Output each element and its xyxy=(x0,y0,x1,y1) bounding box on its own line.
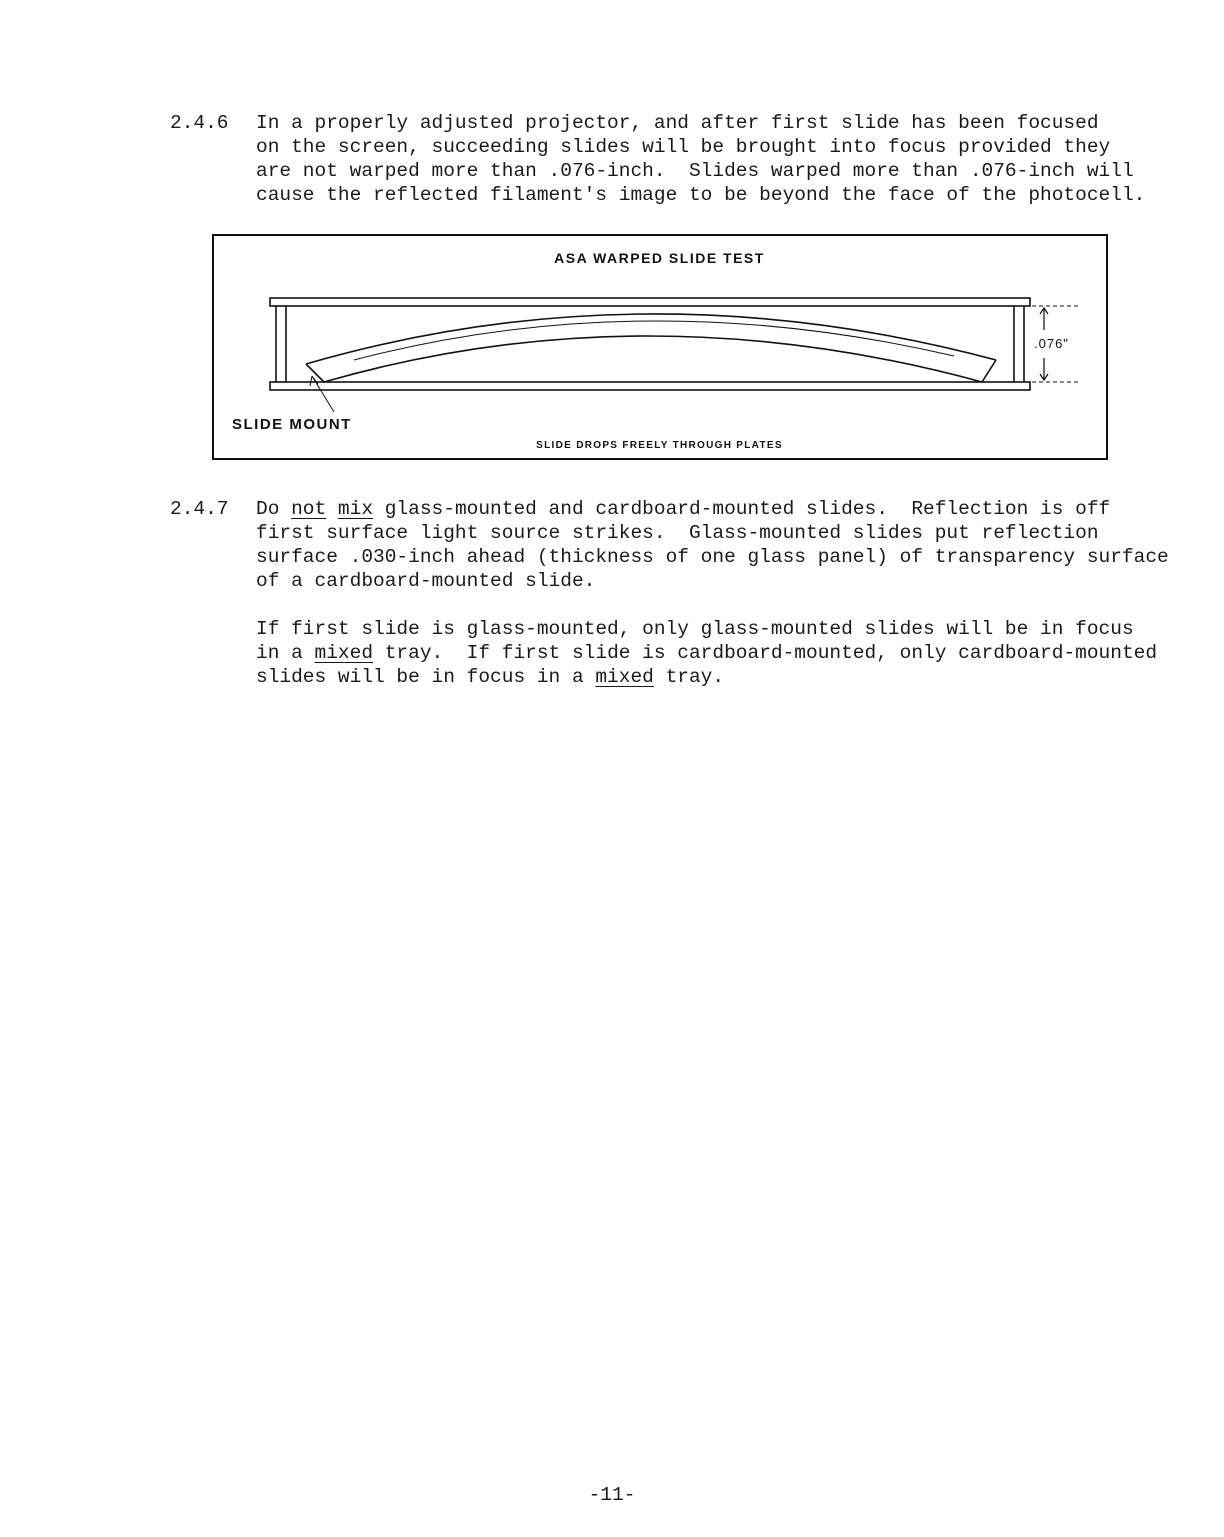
text-run: in a xyxy=(256,642,315,664)
warped-slide-test-figure xyxy=(212,234,1108,460)
section-text xyxy=(256,111,1216,207)
dimension-label: .076" xyxy=(1034,336,1069,351)
section-2-4-6 xyxy=(170,111,1210,211)
figure-title: ASA WARPED SLIDE TEST xyxy=(554,250,765,266)
text-line: If first slide is glass-mounted, only glass-mounted slides will be in focus xyxy=(256,618,1134,640)
text-line: cause the reflected filament's image to be beyond the face of the photocell. xyxy=(256,184,1146,206)
text-run: glass-mounted and cardboard-mounted slides. Reflection is off xyxy=(373,498,1111,520)
page-number: -11- xyxy=(588,1484,636,1506)
underlined-word: mixed xyxy=(314,642,374,664)
text-line xyxy=(256,497,1216,521)
text-run: tray. If first slide is cardboard-mounted, only cardboard-mounted xyxy=(373,642,1158,664)
top-plate xyxy=(270,298,1030,306)
underlined-word: not xyxy=(291,498,327,520)
text-line: are not warped more than .076-inch. Slides warped more than .076-inch will xyxy=(256,160,1134,182)
warped-slide-inner xyxy=(324,336,982,382)
text-line: In a properly adjusted projector, and after first slide has been focused xyxy=(256,112,1099,134)
underlined-word: mix xyxy=(337,498,374,520)
slide-mount-label: SLIDE MOUNT xyxy=(232,416,352,433)
text-line: surface .030-inch ahead (thickness of one glass panel) of transparency surface xyxy=(256,546,1169,568)
text-run xyxy=(326,498,338,520)
text-line xyxy=(256,665,1216,689)
section-text xyxy=(256,497,1216,689)
text-run: tray. xyxy=(653,666,725,688)
blank-line xyxy=(256,593,1216,617)
text-line: on the screen, succeeding slides will be brought into focus provided they xyxy=(256,136,1111,158)
text-run: slides will be in focus in a xyxy=(256,666,596,688)
section-2-4-7 xyxy=(170,497,1210,697)
text-line: first surface light source strikes. Glass-mounted slides put reflection xyxy=(256,522,1099,544)
text-line xyxy=(256,641,1216,665)
text-run: Do xyxy=(256,498,292,520)
figure-caption: SLIDE DROPS FREELY THROUGH PLATES xyxy=(536,440,783,451)
section-number: 2.4.7 xyxy=(170,498,229,520)
text-line: of a cardboard-mounted slide. xyxy=(256,570,596,592)
underlined-word: mixed xyxy=(595,666,654,688)
bottom-plate xyxy=(270,382,1030,390)
section-number: 2.4.6 xyxy=(170,112,229,134)
